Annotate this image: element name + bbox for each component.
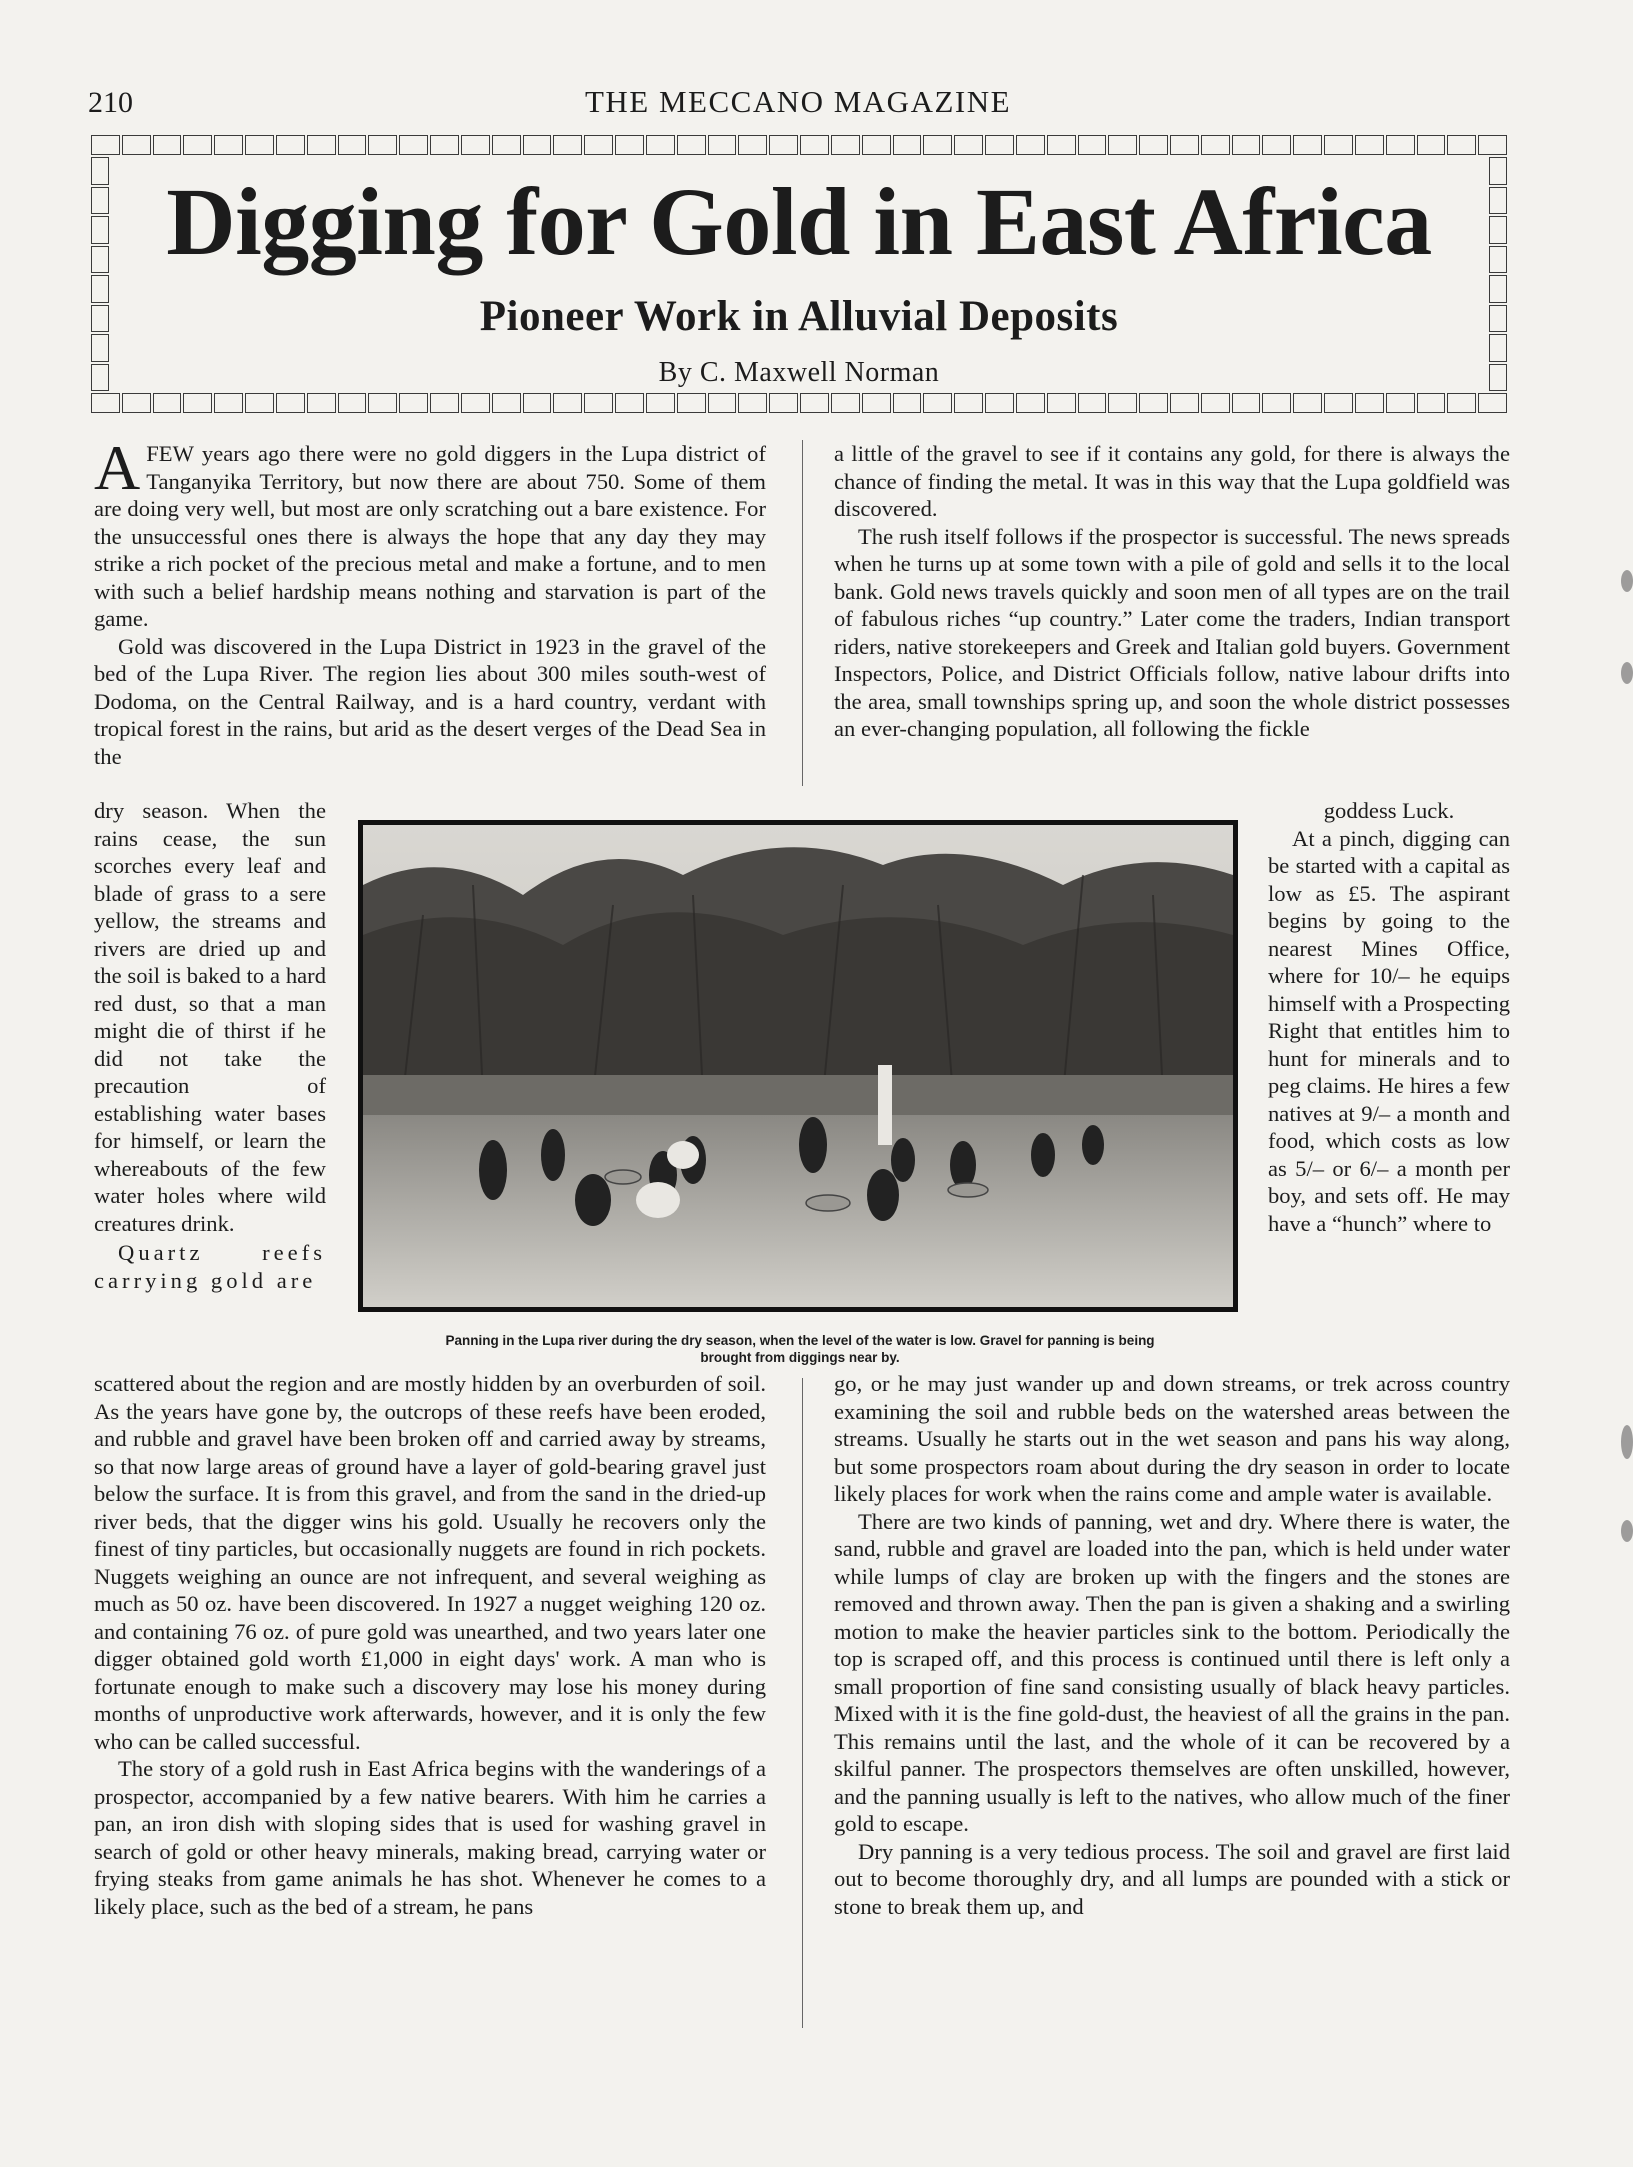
border-square — [91, 246, 109, 274]
column-top-left — [94, 432, 766, 770]
scan-artifact — [1621, 662, 1633, 684]
decorative-border-right — [1488, 156, 1508, 392]
border-square — [985, 135, 1014, 155]
column-rule — [802, 440, 803, 786]
border-square — [553, 393, 582, 413]
border-square — [399, 135, 428, 155]
border-square — [862, 393, 891, 413]
border-square — [399, 393, 428, 413]
border-square — [769, 135, 798, 155]
magazine-name: THE MECCANO MAGAZINE — [584, 84, 1012, 119]
page-number: 210 — [88, 86, 133, 119]
border-square — [153, 393, 182, 413]
border-square — [338, 135, 367, 155]
title-box — [90, 134, 1508, 414]
border-square — [1489, 246, 1507, 274]
border-square — [122, 393, 151, 413]
column-rule — [802, 1378, 803, 2028]
border-square — [954, 135, 983, 155]
border-square — [276, 393, 305, 413]
border-square — [708, 135, 737, 155]
border-square — [1047, 135, 1076, 155]
border-square — [1016, 135, 1045, 155]
border-square — [738, 135, 767, 155]
border-square — [1447, 135, 1476, 155]
border-square — [893, 135, 922, 155]
border-square — [245, 135, 274, 155]
border-square — [1324, 135, 1353, 155]
border-square — [91, 275, 109, 303]
border-square — [183, 135, 212, 155]
paragraph: The rush itself follows if the prospector is successful. The news spreads when he turns up at some town with a pile of gold and sells it to the local bank. Gold news travels quickly and soon men of all types are on the trail of fabulous riches “up country.” Later come the traders, Indian transport riders, native storekeepers and Greek and Italian gold buyers. Government Inspectors, Police, and District Officials follow, native labour drifts into the area, small townships spring up, and soon the whole district possesses an ever-changing population, all following the fickle — [834, 523, 1510, 741]
photo-image — [363, 825, 1233, 1307]
border-square — [1108, 393, 1137, 413]
border-square — [1108, 135, 1137, 155]
column-narrow-right — [1268, 797, 1510, 1237]
border-square — [91, 334, 109, 362]
border-square — [368, 393, 397, 413]
border-square — [91, 157, 109, 185]
border-square — [214, 393, 243, 413]
border-square — [1489, 305, 1507, 333]
border-square — [1201, 393, 1230, 413]
border-square — [461, 393, 490, 413]
border-square — [523, 135, 552, 155]
border-square — [1355, 393, 1384, 413]
border-square — [1262, 135, 1291, 155]
column-top-right — [834, 440, 1510, 743]
border-square — [1047, 393, 1076, 413]
paragraph: There are two kinds of panning, wet and dry. Where there is water, the sand, rubble and gravel are loaded into the pan, which is held under water while lumps of clay are broken up with the fingers and the stones are removed and thrown away. Then the pan is given a shaking and a swirling motion to make the heavier particles sink to the bottom. Periodically the top is scraped off, and this process is continued until there is left only a small proportion of fine sand consisting usually of black heavy particles. Mixed with it is the fine gold-dust, the heaviest of all the grains in the pan. This remains until the last, and the whole of it can be recovered by a skilful panner. The prospectors themselves are often unskilled, however, and the panning usually is left to the natives, who allow much of the finer gold to escape. — [834, 1508, 1510, 1836]
border-square — [1478, 135, 1507, 155]
border-square — [245, 393, 274, 413]
border-square — [1324, 393, 1353, 413]
border-square — [153, 135, 182, 155]
border-square — [1139, 135, 1168, 155]
paragraph: At a pinch, digging can be started with a capital as low as £5. The aspirant begins by going to the nearest Mines Office, where for 10/– he equips himself with a Prospecting Right that entitles him to hunt for minerals and to peg claims. He hires a few natives at 9/– a month and food, which costs as low as 5/– or 6/– a month per boy, and sets off. He may have a “hunch” where to — [1268, 825, 1510, 1236]
border-square — [1417, 393, 1446, 413]
border-square — [553, 135, 582, 155]
title-block — [120, 168, 1478, 389]
border-square — [430, 393, 459, 413]
column-bottom-left — [94, 1370, 766, 1920]
border-square — [954, 393, 983, 413]
border-square — [893, 393, 922, 413]
border-square — [430, 135, 459, 155]
paragraph: go, or he may just wander up and down streams, or trek across country examining the soil and rubble beds on the watershed areas between the streams. Usually he starts out in the wet season and pans his way along, but some prospectors roam about during the dry season in order to locate likely places for work when the rains come and ample water is available. — [834, 1371, 1510, 1506]
border-square — [492, 393, 521, 413]
border-square — [1386, 135, 1415, 155]
border-square — [831, 393, 860, 413]
border-square — [1447, 393, 1476, 413]
border-square — [1386, 393, 1415, 413]
column-narrow-left — [94, 797, 326, 1294]
decorative-border-bottom — [90, 392, 1508, 414]
paragraph: goddess Luck. — [1323, 798, 1455, 823]
border-square — [461, 135, 490, 155]
border-square — [615, 135, 644, 155]
border-square — [615, 393, 644, 413]
border-square — [738, 393, 767, 413]
border-square — [923, 393, 952, 413]
border-square — [769, 393, 798, 413]
border-square — [91, 364, 109, 392]
paragraph: Gold was discovered in the Lupa District in 1923 in the gravel of the bed of the Lupa River. The region lies about 300 miles south-west of Dodoma, on the Central Railway, and is a hard country, verdant with tropical forest in the rains, but arid as the desert verges of the Dead Sea in the — [94, 633, 766, 769]
border-square — [1232, 393, 1261, 413]
border-square — [307, 135, 336, 155]
paragraph: The story of a gold rush in East Africa begins with the wanderings of a prospector, accompanied by a few native bearers. With him he carries a pan, an iron dish with sloping sides that is used for washing gravel in search of gold or other heavy minerals, making bread, carrying water or frying steaks from game animals he has shot. Whenever he comes to a likely place, such as the bed of a stream, he pans — [94, 1756, 766, 1919]
border-square — [1417, 135, 1446, 155]
border-square — [492, 135, 521, 155]
paragraph: Dry panning is a very tedious process. The soil and gravel are first laid out to become thoroughly dry, and all lumps are pounded with a stick or stone to break them up, and — [834, 1838, 1510, 1919]
border-square — [183, 393, 212, 413]
paragraph: Quartz reefs carrying gold are — [94, 1240, 326, 1293]
photo-caption: Panning in the Lupa river during the dry season, when the level of the water is low. Gravel for panning is being brought from diggings near by. — [445, 1333, 1155, 1365]
border-square — [523, 393, 552, 413]
decorative-border-top — [90, 134, 1508, 156]
border-square — [1489, 364, 1507, 392]
border-square — [1478, 393, 1507, 413]
border-square — [91, 393, 120, 413]
border-square — [831, 135, 860, 155]
border-square — [1232, 135, 1261, 155]
border-square — [923, 135, 952, 155]
border-square — [1293, 393, 1322, 413]
border-square — [1489, 157, 1507, 185]
border-square — [1489, 275, 1507, 303]
border-square — [91, 187, 109, 215]
article-byline: By C. Maxwell Norman — [658, 357, 940, 388]
column-bottom-right — [834, 1370, 1510, 1920]
border-square — [91, 305, 109, 333]
border-square — [1016, 393, 1045, 413]
border-square — [862, 135, 891, 155]
border-square — [1355, 135, 1384, 155]
border-square — [1139, 393, 1168, 413]
border-square — [646, 393, 675, 413]
article-subtitle: Pioneer Work in Alluvial Deposits — [479, 293, 1119, 340]
border-square — [91, 216, 109, 244]
border-square — [122, 135, 151, 155]
border-square — [800, 393, 829, 413]
border-square — [307, 393, 336, 413]
border-square — [91, 135, 120, 155]
border-square — [985, 393, 1014, 413]
border-square — [1262, 393, 1291, 413]
scan-artifact — [1621, 1425, 1633, 1459]
border-square — [1170, 135, 1199, 155]
paragraph: scattered about the region and are mostly hidden by an overburden of soil. As the years have gone by, the outcrops of these reefs have been eroded, and rubble and gravel have been broken off and carried away by streams, so that now large areas of ground have a layer of gold-bearing gravel just below the surface. It is from this gravel, and from the sand in the dried-up river beds, that the digger wins his gold. Usually he recovers only the finest of tiny particles, but occasionally nuggets are found in rich pockets. Nuggets weighing an ounce are not infrequent, and several weighing as much as 50 oz. have been discovered. In 1927 a nugget weighing 120 oz. and containing 76 oz. of pure gold was unearthed, and two years later one digger obtained gold worth £1,000 in eight days' work. A man who is fortunate enough to make such a discovery may lose his money during months of unproductive work afterwards, however, and it is only the few who can be called successful. — [94, 1371, 766, 1754]
border-square — [677, 393, 706, 413]
photograph-panning-lupa-river — [358, 820, 1238, 1312]
border-square — [276, 135, 305, 155]
border-square — [646, 135, 675, 155]
border-square — [677, 135, 706, 155]
paragraph: a little of the gravel to see if it contains any gold, for there is always the chance of finding the metal. It was in this way that the Lupa goldfield was discovered. — [834, 441, 1510, 521]
border-square — [368, 135, 397, 155]
border-square — [800, 135, 829, 155]
border-square — [1078, 135, 1107, 155]
border-square — [1293, 135, 1322, 155]
border-square — [1489, 334, 1507, 362]
running-head — [88, 82, 1508, 126]
paragraph: dry season. When the rains cease, the sun scorches every leaf and blade of grass to a sere yellow, the streams and rivers are dried up and the soil is baked to a hard red dust, so that a man might die of thirst if he did not take the precaution of establishing water bases for himself, or learn the whereabouts of the few water holes where wild creatures drink. — [94, 798, 326, 1236]
drop-cap: A — [94, 432, 141, 503]
border-square — [1170, 393, 1199, 413]
article-title: Digging for Gold in East Africa — [166, 168, 1432, 275]
border-square — [584, 393, 613, 413]
paragraph: AFEW years ago there were no gold diggers in the Lupa district of Tanganyika Territory, but now there are about 750. Some of them are doing very well, but most are only scratching out a bare existence. For the unsuccessful ones there is always the hope that any day they may strike a rich pocket of the precious metal and make a fortune, and to men with such a belief hardship means nothing and starvation is part of the game. — [94, 432, 766, 631]
border-square — [214, 135, 243, 155]
border-square — [1489, 187, 1507, 215]
border-square — [1489, 216, 1507, 244]
scan-artifact — [1621, 1520, 1633, 1542]
decorative-border-left — [90, 156, 110, 392]
border-square — [1078, 393, 1107, 413]
border-square — [584, 135, 613, 155]
border-square — [338, 393, 367, 413]
border-square — [708, 393, 737, 413]
border-square — [1201, 135, 1230, 155]
scan-artifact — [1621, 570, 1633, 592]
